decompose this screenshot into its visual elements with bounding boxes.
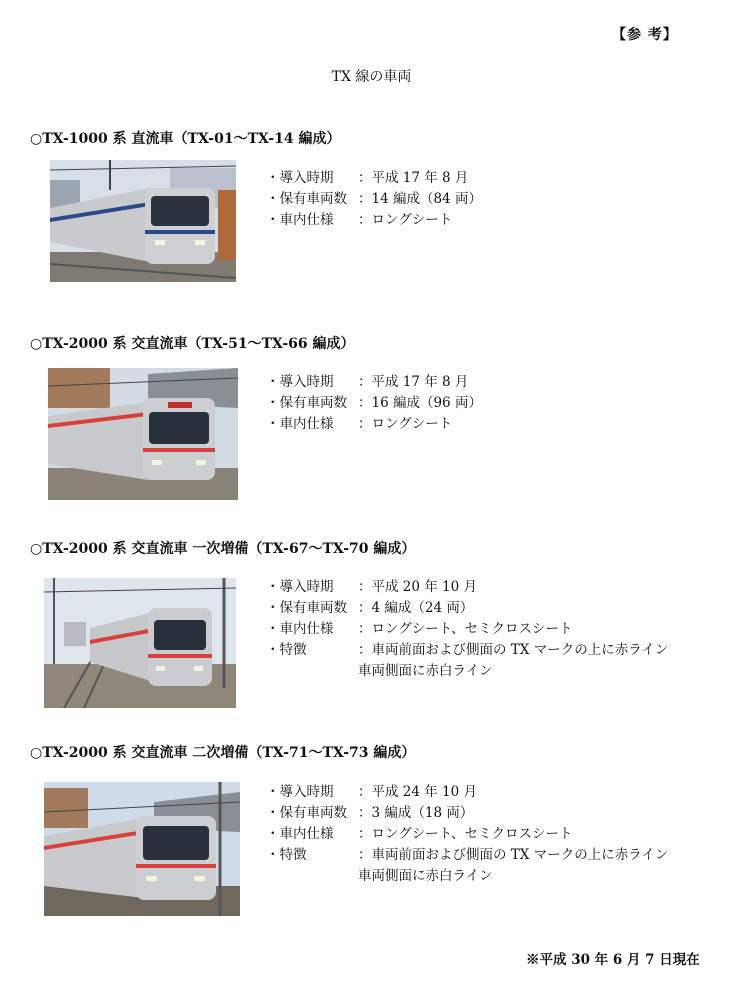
spec-list-tx2000 xyxy=(266,372,482,435)
spec-label: ・車内仕様 xyxy=(266,621,334,637)
spec-row xyxy=(266,189,482,210)
spec-value: ：車両前面および側面の TX マークの上に赤ライン xyxy=(358,642,669,658)
spec-label: ・導入時期 xyxy=(266,170,334,186)
section-heading-tx2000-second-addition: ○TX-2000 系 交直流車 二次増備（TX-71～TX-73 編成） xyxy=(30,745,416,761)
spec-value: ：14 編成（84 両） xyxy=(358,191,482,207)
spec-label: ・特徴 xyxy=(266,642,307,658)
spec-value: ：平成 24 年 10 月 xyxy=(358,784,478,800)
spec-value: ：車両前面および側面の TX マークの上に赤ライン xyxy=(358,847,669,863)
spec-value: ：平成 17 年 8 月 xyxy=(358,374,469,390)
spec-list-tx1000 xyxy=(266,168,482,231)
spec-row xyxy=(266,661,668,682)
spec-label: ・特徴 xyxy=(266,847,307,863)
spec-value: ：ロングシート、セミクロスシート xyxy=(358,826,573,842)
spec-row xyxy=(266,372,482,393)
spec-row xyxy=(266,640,668,661)
spec-row xyxy=(266,866,668,887)
spec-value: ：平成 20 年 10 月 xyxy=(358,579,478,595)
spec-value: ：4 編成（24 両） xyxy=(358,600,474,616)
spec-row xyxy=(266,803,668,824)
spec-label: ・車内仕様 xyxy=(266,212,334,228)
train-photo-tx2000-second-addition xyxy=(44,782,240,916)
spec-value: ：3 編成（18 両） xyxy=(358,805,474,821)
spec-value: 車両側面に赤白ライン xyxy=(358,663,493,679)
spec-row xyxy=(266,577,668,598)
train-photo-tx2000 xyxy=(48,368,238,500)
spec-label: ・導入時期 xyxy=(266,579,334,595)
spec-row xyxy=(266,210,482,231)
spec-value: ：平成 17 年 8 月 xyxy=(358,170,469,186)
spec-list-tx2000-first-addition xyxy=(266,577,668,682)
spec-row xyxy=(266,598,668,619)
spec-label: ・保有車両数 xyxy=(266,600,347,616)
train-photo-tx1000 xyxy=(50,160,236,282)
reference-label: 【参 考】 xyxy=(612,27,678,43)
spec-value: ：ロングシート xyxy=(358,212,453,228)
spec-label: ・車内仕様 xyxy=(266,826,334,842)
spec-row xyxy=(266,845,668,866)
spec-value: ：16 編成（96 両） xyxy=(358,395,482,411)
section-heading-tx1000: ○TX-1000 系 直流車（TX-01～TX-14 編成） xyxy=(30,131,341,147)
spec-label: ・保有車両数 xyxy=(266,191,347,207)
spec-row xyxy=(266,393,482,414)
train-photo-tx2000-first-addition xyxy=(44,578,236,708)
section-heading-tx2000-first-addition: ○TX-2000 系 交直流車 一次増備（TX-67～TX-70 編成） xyxy=(30,541,416,557)
spec-label: ・保有車両数 xyxy=(266,395,347,411)
document-title: TX 線の車両 xyxy=(331,69,412,85)
as-of-date-note: ※平成 30 年 6 月 7 日現在 xyxy=(526,952,700,968)
spec-row xyxy=(266,168,482,189)
spec-value: 車両側面に赤白ライン xyxy=(358,868,493,884)
spec-label: ・導入時期 xyxy=(266,784,334,800)
spec-label: ・車内仕様 xyxy=(266,416,334,432)
spec-label: ・保有車両数 xyxy=(266,805,347,821)
section-heading-tx2000: ○TX-2000 系 交直流車（TX-51～TX-66 編成） xyxy=(30,336,355,352)
spec-label: ・導入時期 xyxy=(266,374,334,390)
spec-value: ：ロングシート xyxy=(358,416,453,432)
spec-row xyxy=(266,824,668,845)
spec-row xyxy=(266,414,482,435)
spec-row xyxy=(266,619,668,640)
spec-row xyxy=(266,782,668,803)
spec-list-tx2000-second-addition xyxy=(266,782,668,887)
spec-value: ：ロングシート、セミクロスシート xyxy=(358,621,573,637)
